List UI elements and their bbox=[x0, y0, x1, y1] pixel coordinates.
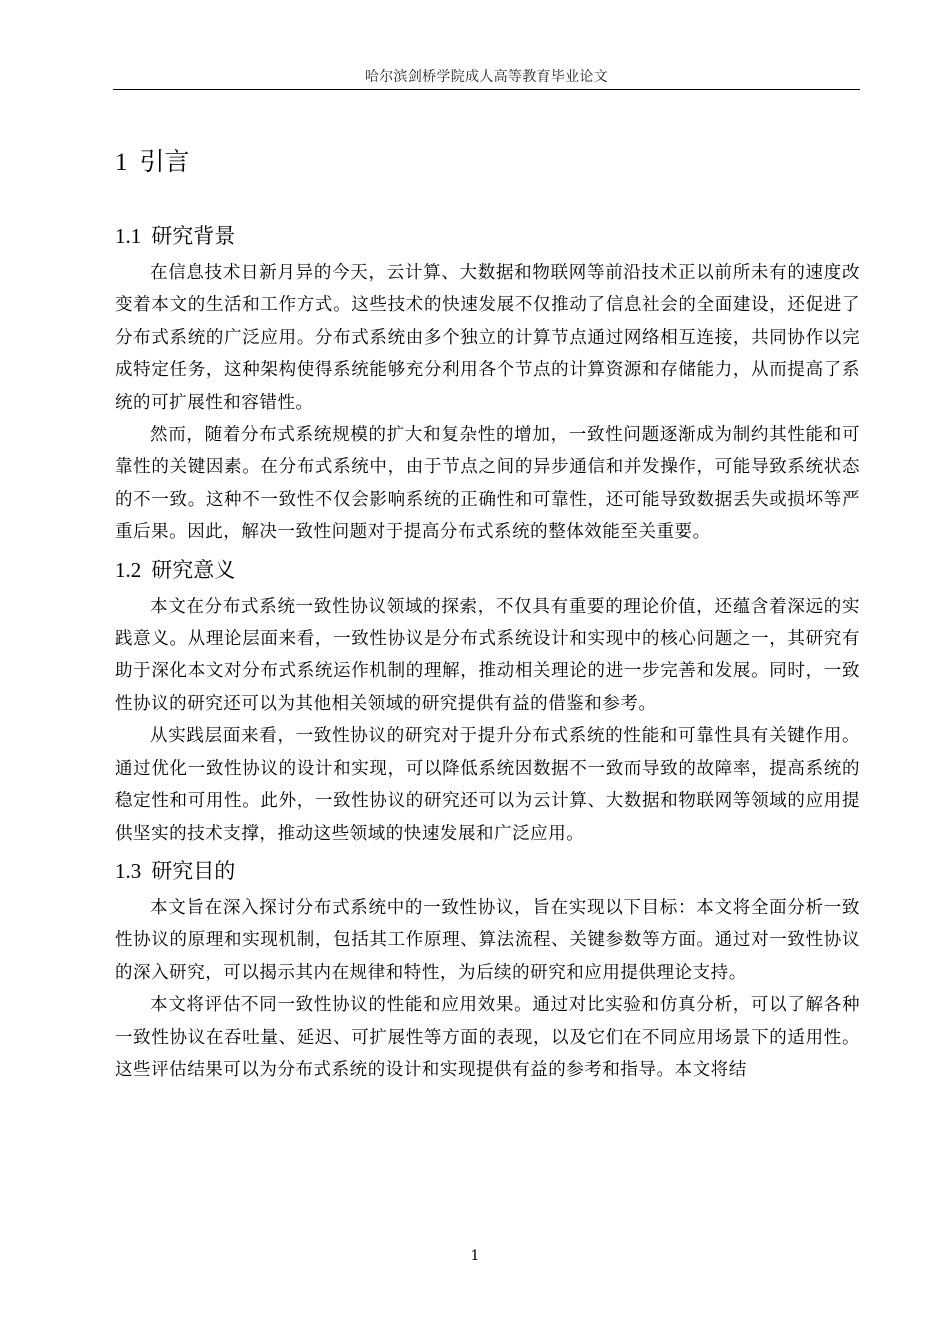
page-number: 1 bbox=[470, 1248, 480, 1264]
body-paragraph: 本文将评估不同一致性协议的性能和应用效果。通过对比实验和仿真分析，可以了解各种一致性协议在吞吐量、延迟、可扩展性等方面的表现，以及它们在不同应用场景下的适用性。这些评估结果可以为分布式系统的设计和实现提供有益的参考和指导。本文将结 bbox=[115, 995, 860, 1080]
body-paragraph: 从实践层面来看，一致性协议的研究对于提升分布式系统的性能和可靠性具有关键作用。通过优化一致性协议的设计和实现，可以降低系统因数据不一致而导致的故障率，提高系统的稳定性和可用性。此外，一致性协议的研究还可以为云计算、大数据和物联网等领域的应用提供坚实的技术支撑，推动这些领域的快速发展和广泛应用。 bbox=[115, 726, 860, 844]
running-header: 哈尔滨剑桥学院成人高等教育毕业论文 bbox=[364, 69, 609, 85]
section-title: 研究背景 bbox=[151, 224, 236, 248]
body-paragraph: 然而，随着分布式系统规模的扩大和复杂性的增加，一致性问题逐渐成为制约其性能和可靠性的关键因素。在分布式系统中，由于节点之间的异步通信和并发操作，可能导致系统状态的不一致。这种不一致性不仅会影响系统的正确性和可靠性，还可能导致数据丢失或损坏等严重后果。因此，解决一致性问题对于提高分布式系统的整体效能至关重要。 bbox=[115, 425, 860, 543]
body-paragraph: 在信息技术日新月异的今天，云计算、大数据和物联网等前沿技术正以前所未有的速度改变着本文的生活和工作方式。这些技术的快速发展不仅推动了信息社会的全面建设，还促进了分布式系统的广泛应用。分布式系统由多个独立的计算节点通过网络相互连接，共同协作以完成特定任务，这种架构使得系统能够充分利用各个节点的计算资源和存储能力，从而提高了系统的可扩展性和容错性。 bbox=[115, 263, 860, 413]
section-title: 研究意义 bbox=[151, 557, 236, 582]
page-content bbox=[115, 140, 860, 1086]
chapter-number: 1 bbox=[115, 149, 128, 176]
section-number: 1.3 bbox=[115, 858, 142, 883]
section-heading bbox=[115, 549, 860, 591]
body-paragraph: 本文旨在深入探讨分布式系统中的一致性协议，旨在实现以下目标：本文将全面分析一致性协议的原理和实现机制，包括其工作原理、算法流程、关键参数等方面。通过对一致性协议的深入研究，可以揭示其内在规律和特性，为后续的研究和应用提供理论支持。 bbox=[115, 897, 860, 983]
header-divider bbox=[113, 89, 860, 90]
body-paragraph: 本文在分布式系统一致性协议领域的探索，不仅具有重要的理论价值，还蕴含着深远的实践意义。从理论层面来看，一致性协议是分布式系统设计和实现中的核心问题之一，其研究有助于深化本文对分布式系统运作机制的理解，推动相关理论的进一步完善和发展。同时，一致性协议的研究还可以为其他相关领域的研究提供有益的借鉴和参考。 bbox=[115, 596, 860, 714]
section-purpose bbox=[115, 850, 860, 1086]
chapter-heading bbox=[115, 140, 860, 185]
section-title: 研究目的 bbox=[151, 858, 236, 883]
chapter-title: 引言 bbox=[139, 147, 190, 176]
section-heading bbox=[115, 215, 860, 257]
section-heading bbox=[115, 850, 860, 892]
section-significance bbox=[115, 549, 860, 850]
section-background bbox=[115, 215, 860, 549]
section-number: 1.1 bbox=[115, 224, 142, 248]
section-number: 1.2 bbox=[115, 557, 142, 582]
